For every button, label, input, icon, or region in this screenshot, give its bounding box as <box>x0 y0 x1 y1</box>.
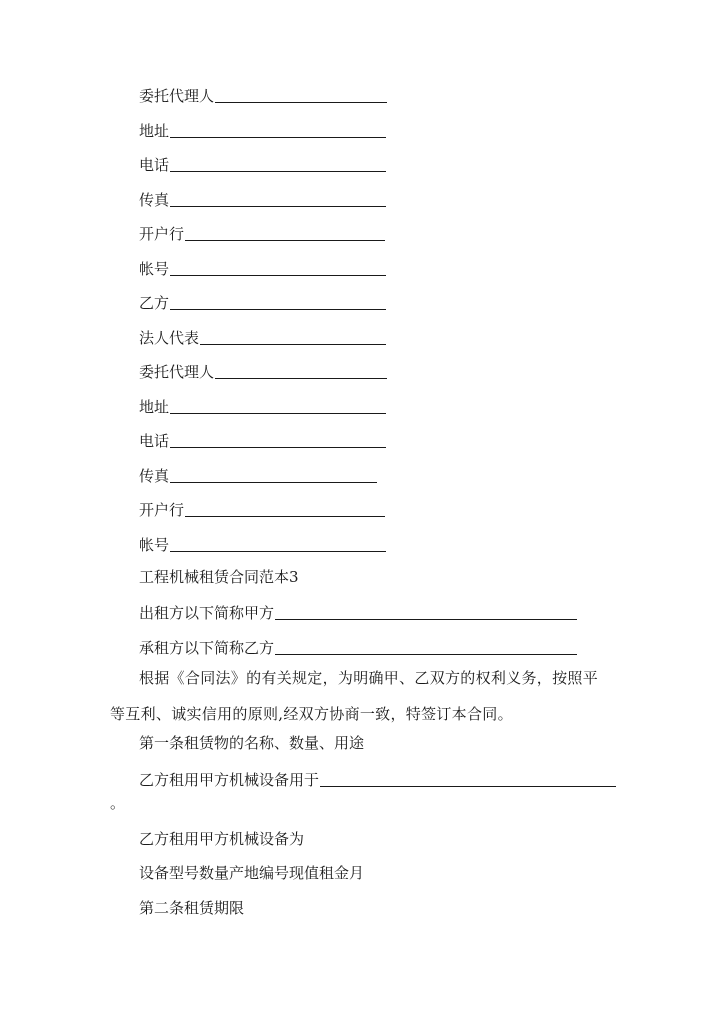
party-a-bank-blank[interactable] <box>185 240 385 241</box>
contract-heading: 工程机械租赁合同范本3 <box>139 568 299 586</box>
party-b-phone-field <box>139 425 386 451</box>
party-b-fax-label: 传真 <box>139 467 170 485</box>
party-b-fax-field <box>139 460 377 486</box>
party-a-fax-field <box>139 184 386 210</box>
party-b-legal-rep-field <box>139 322 386 348</box>
article2-title: 第二条租赁期限 <box>139 899 245 917</box>
party-a-agent-blank[interactable] <box>215 102 387 103</box>
party-b-agent-label: 委托代理人 <box>139 363 215 381</box>
party-b-address-blank[interactable] <box>170 413 386 414</box>
party-a-agent-label: 委托代理人 <box>139 87 215 105</box>
article1-use-field <box>139 764 616 790</box>
party-b-phone-blank[interactable] <box>170 447 386 448</box>
party-a-phone-label: 电话 <box>139 156 170 174</box>
party-a-bank-field <box>139 218 385 244</box>
party-b-account-label: 帐号 <box>139 536 170 554</box>
party-b-title-label: 乙方 <box>139 294 170 312</box>
lessor-label: 出租方以下简称甲方 <box>139 604 275 622</box>
party-a-account-label: 帐号 <box>139 260 170 278</box>
party-b-agent-field <box>139 356 387 382</box>
party-b-account-field <box>139 529 386 555</box>
party-b-fax-blank[interactable] <box>170 482 377 483</box>
article1-use-label: 乙方租用甲方机械设备用于 <box>139 771 320 789</box>
lessor-blank[interactable] <box>275 619 577 620</box>
party-a-bank-label: 开户行 <box>139 225 185 243</box>
party-a-fax-blank[interactable] <box>170 206 386 207</box>
party-b-phone-label: 电话 <box>139 432 170 450</box>
article1-use-period: 。 <box>110 794 126 812</box>
party-b-bank-blank[interactable] <box>185 516 385 517</box>
party-b-account-blank[interactable] <box>170 551 386 552</box>
party-b-address-label: 地址 <box>139 398 170 416</box>
party-b-legal-rep-label: 法人代表 <box>139 329 200 347</box>
party-a-address-field <box>139 115 386 141</box>
lessee-blank[interactable] <box>275 654 577 655</box>
equipment-table-header: 设备型号数量产地编号现值租金月 <box>139 864 365 882</box>
party-b-legal-rep-blank[interactable] <box>200 344 386 345</box>
lessee-label: 承租方以下简称乙方 <box>139 639 275 657</box>
article1-use-blank[interactable] <box>320 786 616 787</box>
party-a-address-blank[interactable] <box>170 137 386 138</box>
party-a-agent-field <box>139 80 387 106</box>
party-a-account-blank[interactable] <box>170 275 386 276</box>
party-a-address-label: 地址 <box>139 122 170 140</box>
party-b-address-field <box>139 391 386 417</box>
article1-equipment: 乙方租用甲方机械设备为 <box>139 830 305 848</box>
party-b-agent-blank[interactable] <box>215 378 387 379</box>
party-b-bank-field <box>139 494 385 520</box>
party-b-title-blank[interactable] <box>170 309 386 310</box>
party-b-bank-label: 开户行 <box>139 501 185 519</box>
party-a-fax-label: 传真 <box>139 191 170 209</box>
lessor-field <box>139 597 577 623</box>
lessee-field <box>139 632 577 658</box>
party-a-phone-field <box>139 149 386 175</box>
party-a-account-field <box>139 253 386 279</box>
party-a-phone-blank[interactable] <box>170 171 386 172</box>
party-b-title-field <box>139 287 386 313</box>
article1-title: 第一条租赁物的名称、数量、用途 <box>139 734 365 752</box>
preamble-paragraph: 根据《合同法》的有关规定，为明确甲、乙双方的权利义务，按照平等互利、诚实信用的原则,经双方协商一致，特签订本合同。 <box>110 669 599 723</box>
